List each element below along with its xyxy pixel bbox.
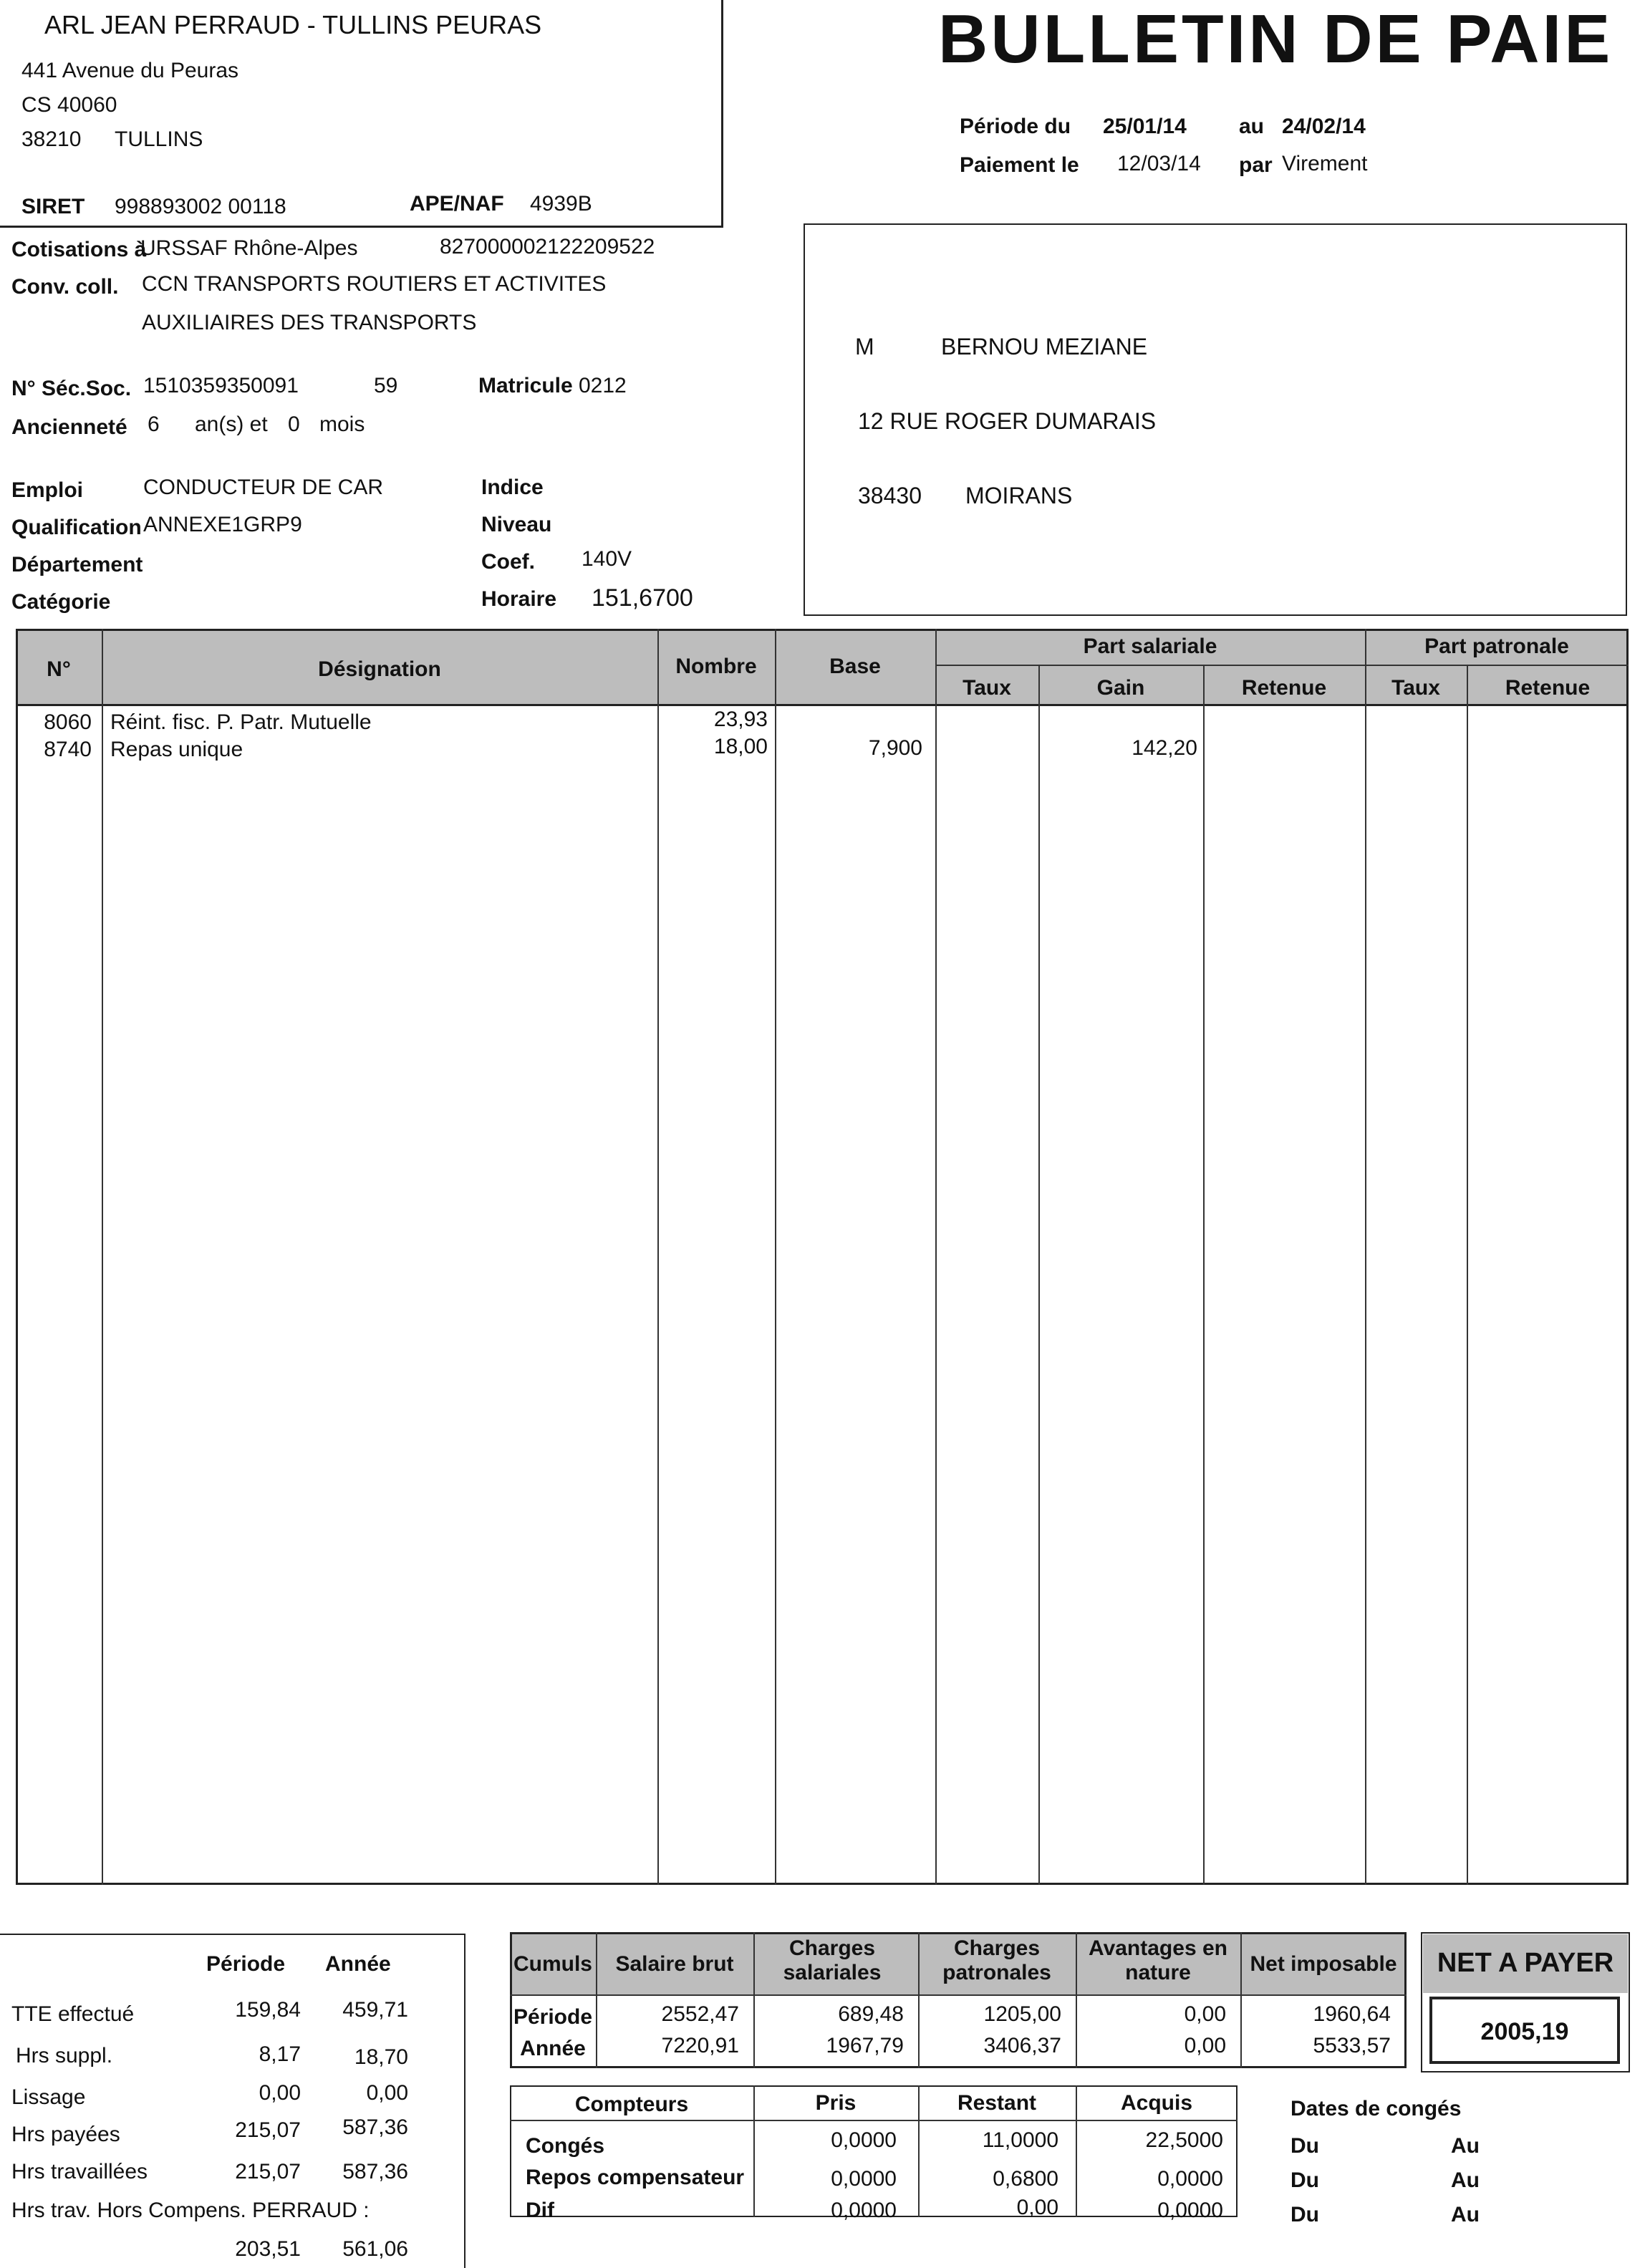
hours-row-label: Hrs travaillées <box>11 2160 148 2183</box>
cumuls-header-net-imposable: Net imposable <box>1250 1952 1397 1976</box>
compteurs-cell: 11,0000 <box>982 2128 1058 2152</box>
row-gain: 142,20 <box>1132 736 1197 760</box>
payment-by-value: Virement <box>1282 152 1368 175</box>
compteurs-row-label: Repos compensateur <box>526 2166 745 2189</box>
header-base: Base <box>829 655 881 678</box>
payment-by-label: par <box>1239 153 1273 177</box>
employer-street: 441 Avenue du Peuras <box>21 59 239 82</box>
siret-label: SIRET <box>21 195 85 218</box>
anciennete-unit: mois <box>319 412 365 436</box>
cumuls-cell: 1960,64 <box>1313 2002 1391 2026</box>
part-divider-salariale <box>935 665 1365 666</box>
cumuls-header-avantages: Avantages en nature <box>1089 1936 1227 1984</box>
row-no: 8740 <box>44 738 92 761</box>
compteurs-cell: 0,0000 <box>1157 2167 1223 2191</box>
header-retenue: Retenue <box>1241 676 1327 700</box>
secsoc-label: N° Séc.Soc. <box>11 377 132 400</box>
qualification-label: Qualification <box>11 516 142 539</box>
employer-postcode: 38210 <box>21 127 82 151</box>
header-designation: Désignation <box>318 657 441 681</box>
matricule-value: 0212 <box>579 374 627 397</box>
siret-value: 998893002 00118 <box>115 195 286 218</box>
cumuls-cell: 0,00 <box>1184 2002 1226 2026</box>
compteurs-header-pris: Pris <box>815 2091 857 2115</box>
conges-au: Au <box>1451 2134 1480 2158</box>
anciennete-label: Ancienneté <box>11 415 127 439</box>
hours-row-annee: 18,70 <box>354 2045 408 2069</box>
header-divider <box>16 704 1629 706</box>
row-nombre: 18,00 <box>713 735 768 758</box>
indice-label: Indice <box>481 476 544 499</box>
period-to-value: 24/02/14 <box>1282 115 1366 138</box>
hours-hors-periode: 203,51 <box>235 2237 301 2261</box>
emploi-value: CONDUCTEUR DE CAR <box>143 476 384 499</box>
anciennete-mid: an(s) et <box>195 412 268 436</box>
recipient-civility: M <box>855 334 874 359</box>
col-line <box>775 629 776 1885</box>
ape-value: 4939B <box>530 192 592 216</box>
compteurs-cell: 0,0000 <box>831 2128 897 2152</box>
cotisations-label: Cotisations à <box>11 238 147 261</box>
matricule-label: Matricule <box>478 374 573 397</box>
cumuls-cell: 2552,47 <box>661 2002 739 2026</box>
col-line <box>1038 665 1040 1885</box>
cumuls-header-charges-sal: Charges salariales <box>783 1936 882 1984</box>
anciennete-months: 0 <box>288 412 300 436</box>
hours-row-label: Hrs suppl. <box>16 2044 113 2067</box>
compteurs-cell: 0,00 <box>1016 2196 1058 2219</box>
recipient-street: 12 RUE ROGER DUMARAIS <box>858 408 1157 434</box>
hours-hors-annee: 561,06 <box>342 2237 408 2261</box>
row-designation: Réint. fisc. P. Patr. Mutuelle <box>110 710 372 734</box>
row-designation: Repas unique <box>110 738 243 761</box>
anciennete-years: 6 <box>148 412 160 436</box>
hours-row-label: Hrs payées <box>11 2123 120 2146</box>
net-value: 2005,19 <box>1480 2018 1569 2045</box>
header-taux: Taux <box>963 676 1011 700</box>
conges-du: Du <box>1291 2134 1319 2158</box>
conv-line1: CCN TRANSPORTS ROUTIERS ET ACTIVITES <box>142 272 607 296</box>
compteurs-row-label: Congés <box>526 2134 605 2158</box>
row-no: 8060 <box>44 710 92 734</box>
secsoc-key: 59 <box>374 374 398 397</box>
col-line <box>1203 665 1205 1885</box>
hours-col-periode: Période <box>206 1952 286 1976</box>
col-line <box>657 629 659 1885</box>
header-part-patronale: Part patronale <box>1424 634 1569 658</box>
recipient-name: BERNOU MEZIANE <box>941 334 1148 359</box>
recipient-postcode: 38430 <box>858 483 922 508</box>
compteurs-cell: 0,0000 <box>831 2167 897 2191</box>
cumuls-row-label: Période <box>513 2005 593 2029</box>
net-label: NET A PAYER <box>1437 1948 1614 1978</box>
cumuls-header-divider <box>510 1994 1407 1996</box>
coef-label: Coef. <box>481 550 535 574</box>
niveau-label: Niveau <box>481 513 552 536</box>
hours-row-periode: 8,17 <box>259 2042 301 2066</box>
hours-row-label: TTE effectué <box>11 2002 135 2026</box>
cumuls-cell: 1205,00 <box>983 2002 1061 2026</box>
row-base: 7,900 <box>868 736 922 760</box>
hours-col-annee: Année <box>325 1952 391 1976</box>
cumuls-cell: 0,00 <box>1184 2034 1226 2057</box>
hours-hors-label: Hrs trav. Hors Compens. PERRAUD : <box>11 2199 370 2222</box>
cumuls-header-cumuls: Cumuls <box>513 1952 592 1976</box>
departement-label: Département <box>11 553 143 576</box>
document-title: BULLETIN DE PAIE <box>938 1 1613 77</box>
compteurs-cell: 0,0000 <box>1157 2199 1223 2222</box>
hours-row-label: Lissage <box>11 2085 86 2109</box>
cumuls-cell: 3406,37 <box>983 2034 1061 2057</box>
hours-row-periode: 215,07 <box>235 2118 301 2142</box>
cumuls-cell: 5533,57 <box>1313 2034 1391 2057</box>
compteurs-header-restant: Restant <box>957 2091 1037 2115</box>
cotisations-value: URSSAF Rhône-Alpes <box>140 236 358 260</box>
conges-au: Au <box>1451 2203 1480 2226</box>
employer-city: TULLINS <box>115 127 203 151</box>
conges-du: Du <box>1291 2168 1319 2192</box>
conv-line2: AUXILIAIRES DES TRANSPORTS <box>142 311 477 334</box>
header-taux-patronale: Taux <box>1391 676 1440 700</box>
conges-du: Du <box>1291 2203 1319 2226</box>
col-line <box>1467 665 1468 1885</box>
hours-row-annee: 0,00 <box>366 2081 408 2105</box>
header-nombre: Nombre <box>675 655 757 678</box>
conges-au: Au <box>1451 2168 1480 2192</box>
coef-value: 140V <box>582 547 632 571</box>
cumuls-header-brut: Salaire brut <box>615 1952 734 1976</box>
horaire-value: 151,6700 <box>592 584 693 612</box>
period-from-value: 25/01/14 <box>1103 115 1187 138</box>
payment-label: Paiement le <box>960 153 1079 177</box>
hours-row-periode: 159,84 <box>235 1998 301 2022</box>
compteurs-header-label: Compteurs <box>574 2093 689 2116</box>
compteurs-header-divider <box>510 2120 1238 2121</box>
col-line <box>1365 629 1366 1885</box>
conv-label: Conv. coll. <box>11 275 119 299</box>
compteurs-row-label: Dif <box>526 2199 554 2222</box>
header-no: N° <box>47 657 71 681</box>
hours-row-annee: 587,36 <box>342 2160 408 2183</box>
hours-row-annee: 587,36 <box>342 2115 408 2139</box>
col-line <box>102 629 103 1885</box>
period-to-label: au <box>1239 115 1265 138</box>
qualification-value: ANNEXE1GRP9 <box>143 513 302 536</box>
cumuls-cell: 7220,91 <box>661 2034 739 2057</box>
header-gain: Gain <box>1096 676 1145 700</box>
payment-value: 12/03/14 <box>1117 152 1201 175</box>
horaire-label: Horaire <box>481 587 557 611</box>
secsoc-value: 1510359350091 <box>143 374 299 397</box>
employer-name: ARL JEAN PERRAUD - TULLINS PEURAS <box>44 10 542 39</box>
employer-cs: CS 40060 <box>21 93 117 117</box>
compteurs-cell: 0,0000 <box>831 2199 897 2222</box>
hours-row-annee: 459,71 <box>342 1998 408 2022</box>
hours-row-periode: 215,07 <box>235 2160 301 2183</box>
cumuls-row-label: Année <box>520 2037 586 2060</box>
cumuls-header-charges-pat: Charges patronales <box>942 1936 1051 1984</box>
header-part-salariale: Part salariale <box>1083 634 1217 658</box>
recipient-city: MOIRANS <box>965 483 1073 508</box>
cotisations-number: 827000002122209522 <box>440 235 655 259</box>
compteurs-cell: 0,6800 <box>993 2167 1058 2191</box>
period-from-label: Période du <box>960 115 1071 138</box>
main-table <box>16 629 1629 1885</box>
conges-dates-title: Dates de congés <box>1291 2097 1462 2120</box>
emploi-label: Emploi <box>11 478 84 502</box>
hours-row-periode: 0,00 <box>259 2081 301 2105</box>
compteurs-cell: 22,5000 <box>1145 2128 1223 2152</box>
part-divider-patronale <box>1365 665 1629 666</box>
header-retenue-patronale: Retenue <box>1505 676 1591 700</box>
col-line <box>935 629 937 1885</box>
categorie-label: Catégorie <box>11 590 111 614</box>
ape-label: APE/NAF <box>410 192 504 216</box>
cumuls-cell: 689,48 <box>838 2002 904 2026</box>
row-nombre: 23,93 <box>713 708 768 731</box>
cumuls-cell: 1967,79 <box>826 2034 904 2057</box>
compteurs-header-acquis: Acquis <box>1120 2091 1193 2115</box>
